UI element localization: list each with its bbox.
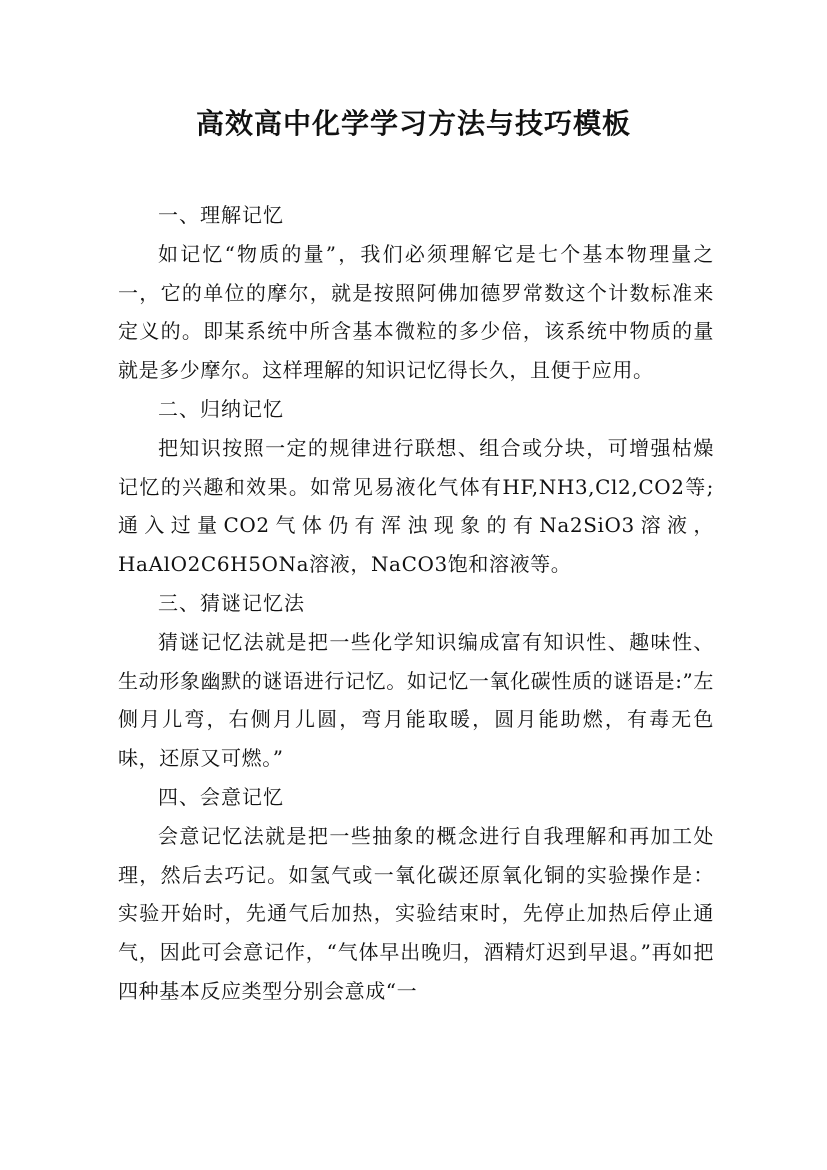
section-heading-inductive-memory: 二、归纳记忆 [158,396,284,421]
section-heading-understanding-memory: 一、理解记忆 [158,203,284,227]
section-body-understanding-memory: 如记忆“物质的量”，我们必须理解它是七个基本物理量之一，它的单位的摩尔，就是按照阿佛加德罗常数这个计数标准来定义的。即某系统中所含基本微粒的多少倍，该系统中物质的量就是多少摩尔。这样理解的知识记忆得长久，且便于应用。 [118,241,714,383]
section-heading-riddle-memory: 三、猜谜记忆法 [158,590,305,615]
section-heading-comprehension-memory: 四、会意记忆 [158,784,284,809]
document-title: 高效高中化学学习方法与技巧模板 [195,107,631,140]
section-body-comprehension-memory: 会意记忆法就是把一些抽象的概念进行自我理解和再加工处理，然后去巧记。如氢气或一氧化碳还原氧化铜的实验操作是：实验开始时，先通气后加热，实验结束时，先停止加热后停止通气，因此可会意记作，“气体早出晚归，酒精灯迟到早退。”再如把四种基本反应类型分别会意成“一 [118,823,714,1003]
section-body-riddle-memory: 猜谜记忆法就是把一些化学知识编成富有知识性、趣味性、生动形象幽默的谜语进行记忆。如记忆一氧化碳性质的谜语是:”左侧月儿弯，右侧月儿圆，弯月能取暖，圆月能助燃，有毒无色味，还原又可燃。” [118,629,714,771]
section-body-inductive-memory: 把知识按照一定的规律进行联想、组合或分块，可增强枯燥记忆的兴趣和效果。如常见易液化气体有HF,NH3,Cl2,CO2等;通入过量CO2气体仍有浑浊现象的有Na2SiO3溶液，HaAlO2C6H5ONa溶液，NaCO3饱和溶液等。 [118,435,714,577]
document-body [118,196,714,1011]
